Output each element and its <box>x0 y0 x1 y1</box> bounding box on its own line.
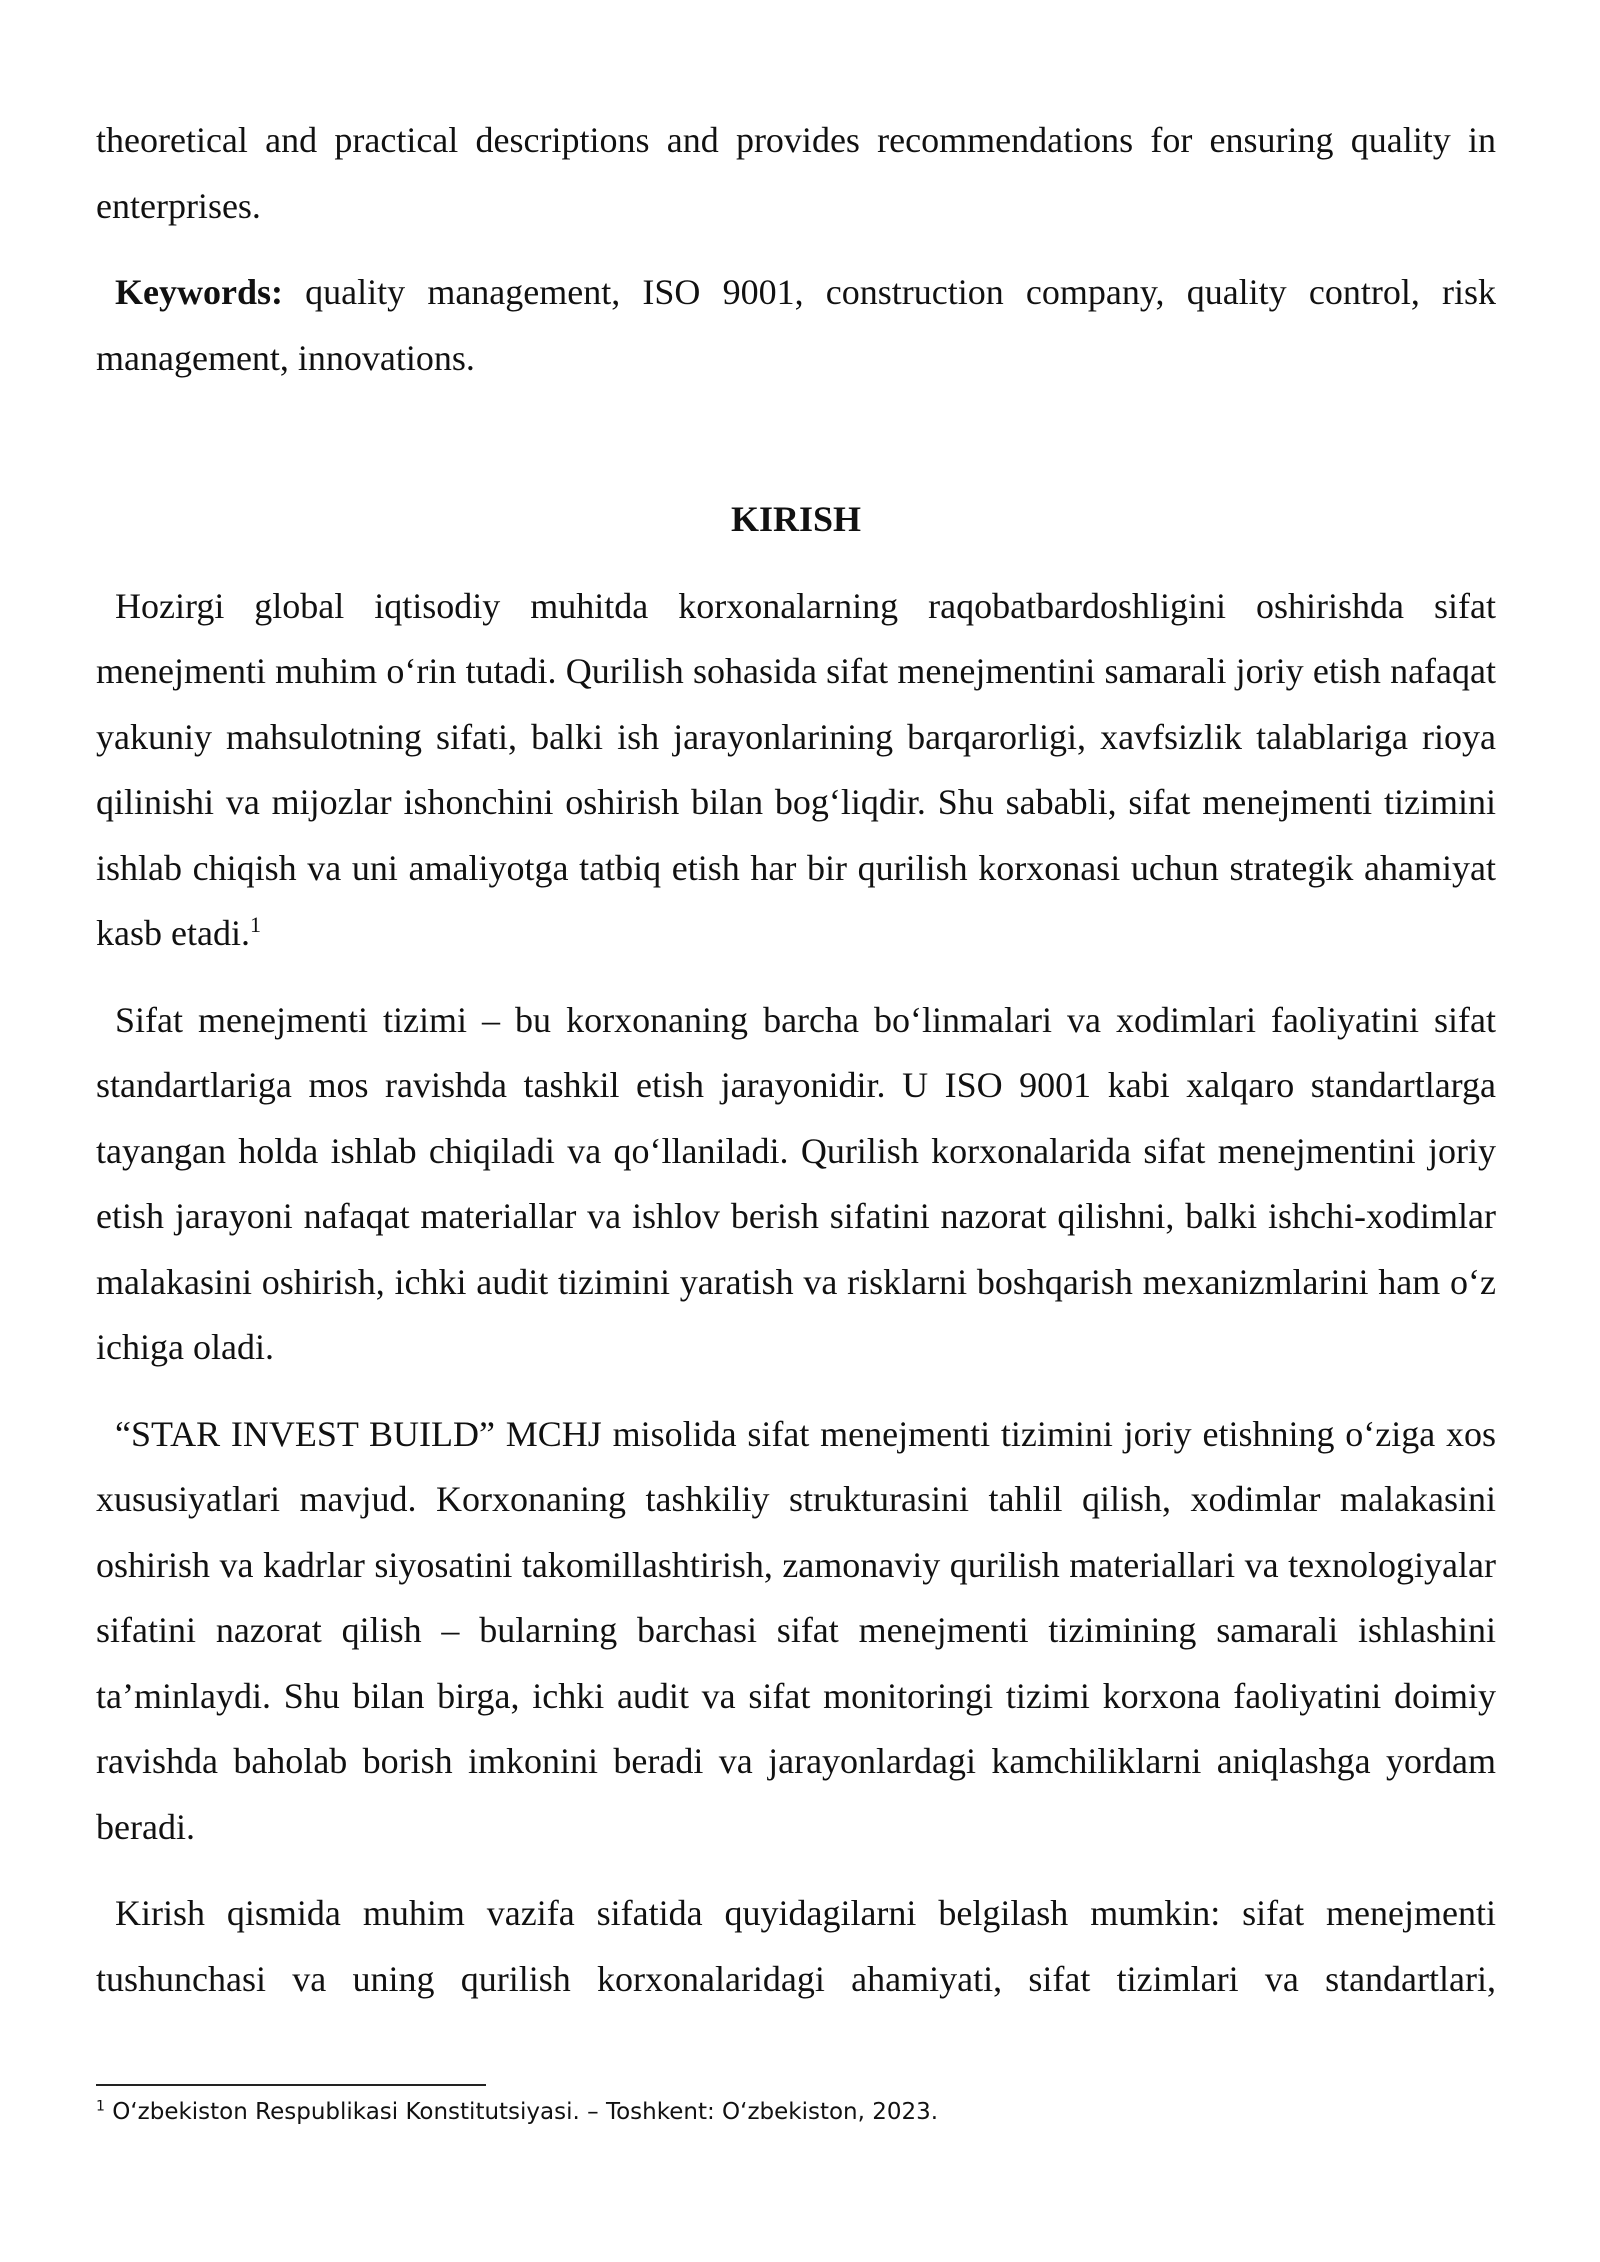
body-paragraph-2: Sifat menejmenti tizimi – bu korxonaning barcha bo‘linmalari va xodimlari faoliyatini sifat standartlariga mos ravishda tashkil etish jarayonidir. U ISO 9001 kabi xalqaro standartlarga tayangan holda ishlab chiqiladi va qo‘llaniladi. Qurilish korxonalarida sifat menejmentini joriy etish jarayoni nafaqat materiallar va ishlov berish sifatini nazorat qilishni, balki ishchi-xodimlar malakasini oshirish, ichki audit tizimini yaratish va risklarni boshqarish mexanizmlarini ham o‘z ichiga oladi. <box>96 999 1496 1367</box>
body-paragraph-3: “STAR INVEST BUILD” MCHJ misolida sifat menejmenti tizimini joriy etishning o‘ziga xos xususiyatlari mavjud. Korxonaning tashkiliy strukturasini tahlil qilish, xodimlar malakasini oshirish va kadrlar siyosatini takomillashtirish, zamonaviy qurilish materiallari va texnologiyalar sifatini nazorat qilish – bularning barchasi sifat menejmenti tizimining samarali ishlashini ta’minlaydi. Shu bilan birga, ichki audit va sifat monitoringi tizimi korxona faoliyatini doimiy ravishda baholab borish imkonini beradi va jarayonlardagi kamchiliklarni aniqlashga yordam beradi. <box>96 1413 1496 1847</box>
footnote-separator <box>96 2084 486 2086</box>
footnote-number: 1 <box>96 2098 105 2115</box>
abstract-tail-text: theoretical and practical descriptions and provides recommendations for ensuring quality in enterprises. <box>96 120 1496 226</box>
keywords-text: quality management, ISO 9001, construction company, quality control, risk management, innovations. <box>96 272 1496 378</box>
body-paragraph-1 <box>96 574 1496 967</box>
keywords-label: Keywords: <box>115 272 283 312</box>
keywords-paragraph <box>96 260 1496 391</box>
body-paragraph-4: Kirish qismida muhim vazifa sifatida quyidagilarni belgilash mumkin: sifat menejmenti tushunchasi va uning qurilish korxonalaridagi ahamiyati, sifat tizimlari va standartlari, <box>96 1893 1496 1999</box>
footnote <box>96 2096 1496 2128</box>
section-heading: KIRISH <box>730 499 862 539</box>
body-paragraph-1-text: Hozirgi global iqtisodiy muhitda korxonalarning raqobatbardoshligini oshirishda sifat menejmenti muhim o‘rin tutadi. Qurilish sohasida sifat menejmentini samarali joriy etish nafaqat yakuniy mahsulotning sifati, balki ish jarayonlarining barqarorligi, xavfsizlik talablariga rioya qilinishi va mijozlar ishonchini oshirish bilan bog‘liqdir. Shu sababli, sifat menejmenti tizimini ishlab chiqish va uni amaliyotga tatbiq etish har bir qurilish korxonasi uchun strategik ahamiyat kasb etadi. <box>96 585 1496 953</box>
document-page <box>96 108 1496 2033</box>
footnote-reference[interactable]: 1 <box>249 912 261 937</box>
footnote-text: O‘zbekiston Respublikasi Konstitutsiyasi. – Toshkent: O‘zbekiston, 2023. <box>104 2099 939 2125</box>
